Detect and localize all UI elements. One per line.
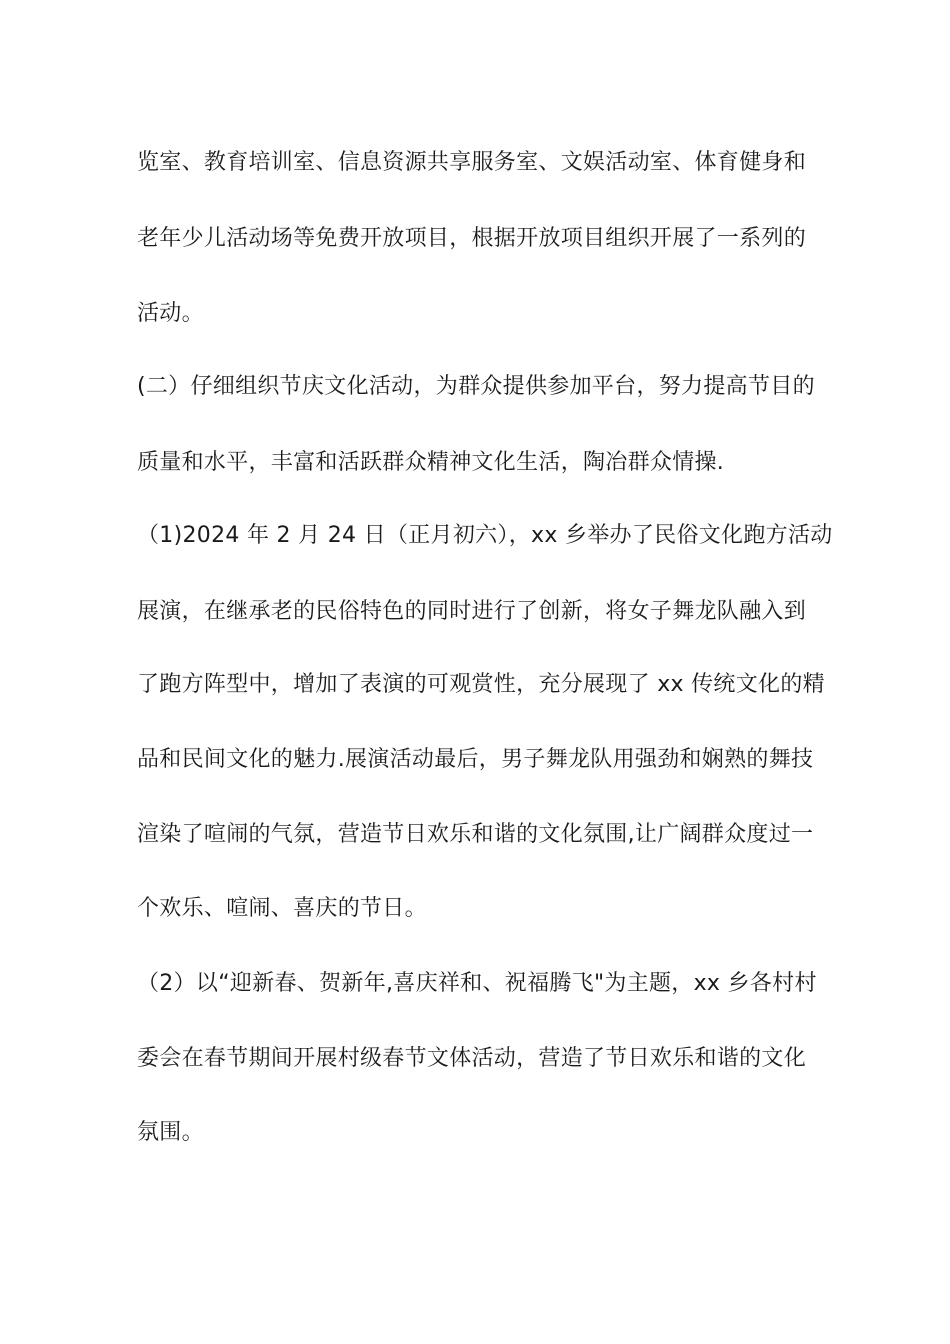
- text-line: 老年少儿活动场等免费开放项目，根据开放项目组织开展了一系列的: [137, 226, 807, 251]
- text-line: 览室、教育培训室、信息资源共享服务室、文娱活动室、体育健身和: [137, 150, 807, 175]
- text-line: 品和民间文化的魅力.展演活动最后，男子舞龙队用强劲和娴熟的舞技: [137, 747, 814, 772]
- text-line: 了跑方阵型中，增加了表演的可观赏性，充分展现了 xx 传统文化的精: [137, 672, 825, 697]
- text-line: （2）以“迎新春、贺新年,喜庆祥和、祝福腾飞"为主题，xx 乡各村村: [137, 971, 817, 996]
- section-heading: (二）仔细组织节庆文化活动，为群众提供参加平台，努力提高节目的: [137, 374, 815, 399]
- text-line: 个欢乐、喧闹、喜庆的节日。: [137, 896, 427, 921]
- text-line: 质量和水平，丰富和活跃群众精神文化生活，陶冶群众情操.: [137, 450, 725, 475]
- text-line: 委会在春节期间开展村级春节文体活动，营造了节日欢乐和谐的文化: [137, 1046, 807, 1071]
- text-line: 活动。: [137, 301, 204, 326]
- text-line: 展演，在继承老的民俗特色的同时进行了创新，将女子舞龙队融入到: [137, 599, 807, 624]
- text-line: （1)2024 年 2 月 24 日（正月初六），xx 乡举办了民俗文化跑方活动: [137, 523, 833, 548]
- text-line: 渲染了喧闹的气氛，营造节日欢乐和谐的文化氛围,让广阔群众度过一: [137, 822, 814, 847]
- text-line: 氛围。: [137, 1120, 204, 1145]
